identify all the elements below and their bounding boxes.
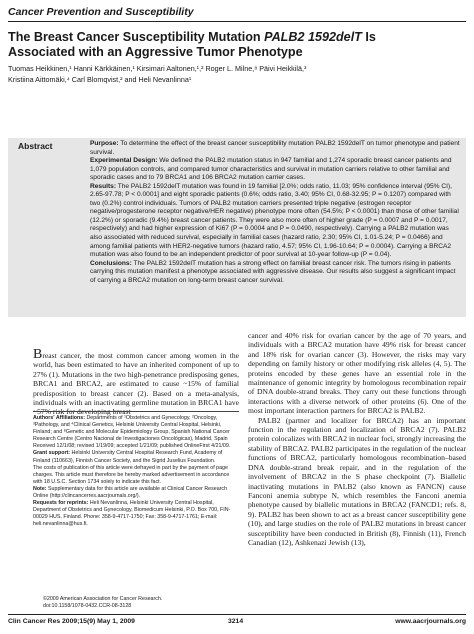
article-title: The Breast Cancer Susceptibility Mutation PALB2 1592delT Is Associated with an Aggressive Tumor Phenotype	[8, 30, 376, 59]
page-number: 3214	[228, 618, 244, 625]
abstract-results: Results: The PALB2 1592delT mutation was found in 19 familial [2.0%; odds ratio, 11.03; 95% confidence interval (95% CI), 2.65-97.78; P < 0.0001] and eight sporadic patients (0.6%; odds ratio, 3.40; 95% CI, 0.68-32.95; P = 0.1207) compared with two (0.2%) control individuals. Tumors of PALB2 mutation carriers presented triple negative (estrogen receptor negative/progesterone receptor negative/HER negative) phenotype more often (54.5%; P < 0.0001) than those of other familial (12.2%) or sporadic (9.4%) breast cancer patients. They were also more often of higher grade (P = 0.0007 and P = 0.0017, respectively) and had higher expression of Ki67 (P = 0.0004 and P = 0.0490, respectively). Carrying a PALB2 mutation was also associated with reduced survival, especially in familial cases (hazard ratio, 2.30; 95% CI, 1.01-5.24; P = 0.0466) and among familial patients with HER2-negative tumors (hazard ratio, 4.57; 95% CI, 1.96-10.64; P = 0.0004). Carrying a BRCA2 mutation was also found to be an independent predictor of poor survival at 10-year follow-up (P = 0.04).	[90, 182, 459, 259]
body-column-left: Breast cancer, the most common cancer among women in the world, has been estimated to have an inherited component of up to 27% (1). Mutations in the two high-penetrance predisposing genes, BRCA1 and BRCA2, are estimated to cause ~15% of familial predisposition to breast cancer (2). Based on a meta-analysis, individuals with an inactivating germline mutation in BRCA1 have ~57% risk for developing breast	[33, 347, 239, 417]
copyright: ©2009 American Association for Cancer Research. doi:10.1158/1078-0432.CCR-08-3128	[33, 596, 239, 610]
doi: doi:10.1158/1078-0432.CCR-08-3128	[43, 603, 132, 610]
journal-citation: Clin Cancer Res 2009;15(9) May 1, 2009	[8, 618, 135, 625]
notes-rule	[33, 411, 239, 412]
journal-url[interactable]: www.aacrjournals.org	[395, 618, 466, 625]
author-list: Tuomas Heikkinen,¹ Hanni Kärkkäinen,¹ Kirsimari Aaltonen,¹,² Roger L. Milne,⁸ Päivi Heikkilä,³ Kristiina Aittomäki,⁴ Carl Blomqvist,² and Heli Nevanlinna¹	[8, 64, 307, 84]
article-notes	[33, 415, 239, 529]
footer-rule	[8, 614, 466, 615]
abstract-purpose: Purpose: To determine the effect of the breast cancer susceptibility mutation PALB2 1592delT on tumor phenotype and patient survival.	[90, 140, 460, 156]
header-rule	[8, 21, 466, 22]
abstract-conclusions: Conclusions: The PALB2 1592delT mutation has a strong effect on familial breast cancer risk. The tumors rising in patients carrying this mutation manifest a phenotype associated with aggressive disease. Our results also suggest a significant impact of carrying a BRCA2 mutation on long-term breast cancer survival.	[90, 259, 456, 284]
section-heading: Cancer Prevention and Susceptibility	[8, 6, 194, 18]
body-column-right: cancer and 40% risk for ovarian cancer by the age of 70 years, and individuals with a BRCA2 mutation have 49% risk for breast cancer and 18% risk for ovarian cancer (3). However, the risks may vary depending on family history or other modifying risk alleles (4, 5). The proteins encoded by these genes have an essential role in the maintenance of genomic integrity by homologous recombination repair of DNA double-strand breaks. They carry out these functions through interactions with a diverse network of other proteins (6). One of the most important interaction partners for BRCA2 is PALB2. PALB2 (partner and localizer for BRCA2) has an important function in the regulation and localization of BRCA2 (7). PALB2 protein colocalizes with BRCA2 in nuclear foci, strongly increasing the stability of BRCA2. PALB2 participates in the regulation of the nuclear functions of BRCA2, particularly homologous recombination–based DNA double-strand break repair, and in the regulation of the involvement of BRCA2 in the S phase checkpoint (7). Biallelic inactivating mutations in PALB2 (also known as FANCN) cause Fanconi anemia subtype N, which resembles the Fanconi anemia phenotype caused by biallelic mutations in BRCA2 (FANCD1; refs. 8, 9). PALB2 has been shown to act as a breast cancer susceptibility gene (10), and large studies on the role of PALB2 mutations in breast cancer susceptibility have been conducted in British (8), Finnish (11), French Canadian (12), Ashkenazi Jewish (13),	[248, 331, 466, 547]
abstract-text	[90, 140, 462, 285]
grant-support: Grant support: Helsinki University Central Hospital Research Fund, Academy of Finland (110663), Finnish Cancer Society, and the Sigrid Juselius Foundation.	[33, 450, 223, 464]
supplementary-note: Note: Supplementary data for this article are available at Clinical Cancer Research Online (http://clincancerres.aacrjournals.org/).	[33, 485, 228, 500]
abstract-label: Abstract	[18, 141, 53, 151]
publication-costs: The costs of publication of this article were defrayed in part by the payment of page charges. This article must therefore be hereby marked advertisement in accordance with 18 U.S.C. Section 1734 solely to indicate this fact.	[33, 464, 230, 485]
drop-cap: B	[33, 347, 43, 362]
received-dates: Received 12/1/08; revised 1/19/09; accepted 1/21/09; published OnlineFirst 4/21/09.	[33, 443, 231, 450]
reprint-requests: Requests for reprints: Heli Nevanlinna, Helsinki University Central Hospital, Department of Obstetrics and Gynecology, Biomedicum Helsinki, P.O. Box 700, FIN-00029 HUS, Finland. Phone: 358-9-4717-1750; Fax: 358-9-4717-1761; E-mail: heli.nevanlinna@hus.fi.	[33, 500, 231, 528]
abstract-design: Experimental Design: We defined the PALB2 mutation status in 947 familial and 1,274 sporadic breast cancer patients and 1,079 population controls, and compared tumor characteristics and survival in mutation carriers relative to other familial and sporadic cases and to 79 BRCA1 and 106 BRCA2 mutation carrier cases.	[90, 157, 452, 182]
gene-name: PALB2 1592delT	[264, 30, 362, 44]
affiliations: Authors' Affiliations: Departments of ¹Obstetrics and Gynecology, ²Oncology, ³Pathology, and ⁴Clinical Genetics, Helsinki University Central Hospital, Helsinki, Finland; and ⁸Genetic and Molecular Epidemiology Group, Spanish National Cancer Research Centre (Centro Nacional de Investigaciones Oncológicas), Madrid, Spain	[33, 415, 230, 443]
